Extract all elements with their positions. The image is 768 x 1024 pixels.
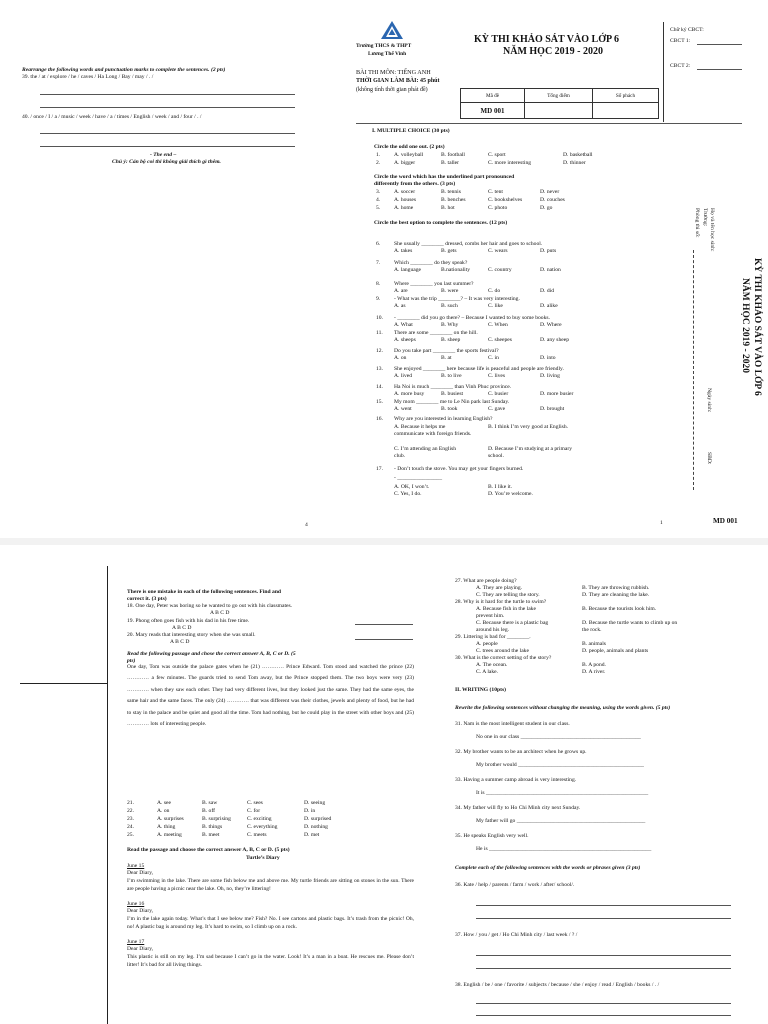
question-40: 40. / once / I / a / music / week / have / a / times / English / week / and / four / . / <box>22 114 202 120</box>
exam-title-1: KỲ THI KHẢO SÁT VÀO LỚP 6 <box>474 34 620 45</box>
question-10: - ________ did you go there? – Because I wanted to buy some books. <box>394 315 550 321</box>
question-19: 19. Phong often goes fish with his dad in his free time. <box>127 618 250 624</box>
question-25-option: B. meet <box>202 832 220 838</box>
question-24-option: B. things <box>202 824 223 830</box>
question-12-option: D. into <box>540 355 556 361</box>
header-divider <box>356 123 742 124</box>
signature-line <box>697 44 742 45</box>
question-7-number: 7. <box>376 260 381 266</box>
question-32-starter: My brother would _____________________________________________ <box>476 762 644 768</box>
question-17-option: B. I like it. <box>488 484 513 490</box>
exam-sheet-2: There is one mistake in each of the following sentences. Find and correct it. (3 pts) 18. One day, Peter was boring so he wanted to go out with his classmates. A B C D 19. Phong often goes fish with his dad in his free time. A B C D 20. Mary reads that interesting story when she was small. A B C D Read the following passage and chose the correct answer A, B, C or D. (5 pts) One day, Tom was outside the palace gates when he (21) ………… Prince Edward. Tom stood and watched the prince (22) ………… a few minutes. The guards tried to send Tom away, but the Prince stopped them. The two boys were very (23) ………… when they saw each other. They had very different lives, but they looked just the same. They had the same eyes, the same hair and the same faces. The only (24) ………… that was different was their clothes, jewels and plenty of food, but he had to stay in the palace and be quiet and good all the time. Tom had nothing, but he could play in the street with other boys and (25) ………… lots of interesting people. 21. A. see B. saw C. sees D. seeing 22. A. on B. off C. for D. in 23. A. surprises B. surprising C. exciting D. surprised 24. A. thing B. things C. everything D. nothing 25. A. meeting B. meet C. meets D. met Read the passage and choose the correct answer A, B, C or D. (5 pts) Turtle’s Diary June 15 Dear Diary, I’m swimming in the lake. There are some fish below me and above me. My turtle friends are sitting on stones in the sun. There are people having a picnic near the lake. Oh, no, they’re littering! June 16 Dear Diary, I’m in the lake again today. What’s that I see below me? Fish? No. I see cartons and plastic bags. It’s trash from the picnic! Oh, no! A plastic bag is around my leg. It’s hard to swim, so I climb up on a rock. June 17 Dear Diary, This plastic is still on my leg. I’m sad because I can’t go in the water. Look! It’s a man in a boat. He rescues me. Please don’t litter! It’s bad for all living things. 27. What are people doing? A. They are playing. B. They are throwing rubbish. C. They are telling the story. D. They are cleaning the lake. 28. Why is it hard for the turtle to swim? A. Because fish in the lake B. Because the tourists look him. prevent him. C. Because there is a plastic bag D. Because the turtle wants to climb up on around his leg. the rock. 29. Littering is bad for ________. A. people B. animals C. trees around the lake D. people, animals and plants 30. What is the correct setting of the story? A. The ocean. B. A pond. C. A lake. D. A river. II. WRITING (10pts) Rewrite the following sentences without changing the meaning, using the words given. (5 pts) 31. Nam is the most intelligent student in our class. No one in our class ___________________________________________ 32. My brother wants to be an architect when he grows up. My brother would _____________________________________________ 33. Having a summer camp abroad is very interesting. It is __________________________________________________________ 34. My father will fly to Ho Chi Minh city next Sunday. My father will go ______________________________________________ 35. He speaks English very well. He is __________________________________________________________ Complete each of the following sentences with the words or phrases given (3 pts) 36. Kate / help / parents / farm / work / after/ school/. 37. How / you / get / Ho Chi Minh city / last week / ? / 38. English / be / one / favorite / subjects / because / she / enjoy / read / English / books / . / <box>0 545 768 1024</box>
diary-date-2: June 16 <box>127 901 145 907</box>
divider <box>663 22 664 122</box>
question-19-letters: A B C D <box>172 625 192 631</box>
question-6-option: B. gets <box>441 248 457 254</box>
question-33-starter: It is __________________________________________________________ <box>476 790 649 796</box>
question-17-blank: - ________________ <box>394 475 443 481</box>
question-39: 39. the / at / explore / he / caves / Ha Long / Bay / may / . / <box>22 74 154 80</box>
question-11: There are some ________ on the hill. <box>394 330 478 336</box>
question-23-option: A. surprises <box>157 816 184 822</box>
question-24-option: C. everything <box>247 824 278 830</box>
question-7-option: B.nationality <box>441 267 471 273</box>
side-title-2: NĂM HỌC 2019 - 2020 <box>740 278 750 373</box>
question-24-option: A. thing <box>157 824 176 830</box>
question-8: Where ________ you last summer? <box>394 281 474 287</box>
question-28-option-a-cont: prevent him. <box>476 613 505 619</box>
question-16-option: B. I think I’m very good at English. <box>488 424 569 430</box>
question-25-option: C. meets <box>247 832 267 838</box>
question-8-option: A. are <box>394 288 408 294</box>
question-13-option: A. lived <box>394 373 413 379</box>
question-16-number: 16. <box>376 416 383 422</box>
rearrange-instruction: Rearrange the following words and punctuation marks to complete the sentences. (2 pts) <box>22 67 226 73</box>
question-18-letters: A B C D <box>210 610 230 616</box>
question-30: 30. What is the correct setting of the story? <box>455 655 552 661</box>
question-6-option: D. puts <box>540 248 557 254</box>
question-11-option: D. any sheep <box>540 337 570 343</box>
question-36: 36. Kate / help / parents / farm / work / after/ school/. <box>455 882 575 888</box>
total-score-cell <box>525 103 593 119</box>
question-10-number: 10. <box>376 315 383 321</box>
reading-2-instruction: Read the passage and choose the correct answer A, B, C or D. (5 pts) <box>127 847 290 853</box>
question-25-number: 25. <box>127 832 134 838</box>
exam-code: MD 001 <box>461 103 525 119</box>
question-16-option: D. Because I’m studying at a primary <box>488 446 573 452</box>
question-9-option: D. alike <box>540 303 558 309</box>
question-21-option: C. sees <box>247 800 263 806</box>
question-21-number: 21. <box>127 800 134 806</box>
question-17-option: C. Yes, I do. <box>394 491 422 497</box>
margin-line <box>107 566 108 1024</box>
question-11-option: A. sheeps <box>394 337 416 343</box>
question-38: 38. English / be / one / favorite / subjects / because / she / enjoy / read / English / books / . / <box>455 982 660 988</box>
question-16-option: A. Because it helps me <box>394 424 446 430</box>
diary-greeting-3: Dear Diary, <box>127 946 154 952</box>
fold-line <box>693 250 694 490</box>
side-title-1: KỲ THI KHẢO SÁT VÀO LỚP 6 <box>752 258 762 396</box>
question-31-starter: No one in our class ___________________________________________ <box>476 734 641 740</box>
question-13-option: C. lives <box>488 373 506 379</box>
score-table <box>460 88 659 119</box>
cbct1-label: CBCT 1: <box>670 38 691 44</box>
pronunciation-instruction-1: Circle the word which has the underlined part pronounced <box>374 174 515 180</box>
school-logo-icon <box>380 20 404 40</box>
diary-date-1: June 15 <box>127 863 145 869</box>
question-7-option: C. country <box>488 267 512 273</box>
exam-title-2: NĂM HỌC 2019 - 2020 <box>503 46 603 57</box>
question-23-option: D. surprised <box>304 816 332 822</box>
question-16-option: school. <box>488 453 505 459</box>
mistake-instruction-1: There is one mistake in each of the following sentences. Find and <box>127 589 282 595</box>
exam-time: THỜI GIAN LÀM BÀI: 45 phút <box>356 78 440 84</box>
question-6: She usually ________ dressed, combs her hair and goes to school. <box>394 241 543 247</box>
diary-greeting-2: Dear Diary, <box>127 908 154 914</box>
answer-line <box>476 905 731 906</box>
answer-line <box>40 107 295 108</box>
answer-line <box>476 955 731 956</box>
question-9-number: 9. <box>376 296 381 302</box>
reading-1-instruction-1: Read the following passage and chose the correct answer A, B, C or D. (5 <box>127 651 296 657</box>
diary-entry-1: I’m swimming in the lake. There are some fish below me and above me. My turtle friends are sitting on stones in the sun. There are people having a picnic near the lake. Oh, no, they’re littering! <box>127 878 414 893</box>
answer-line <box>40 133 295 134</box>
complete-instruction: Complete each of the following sentences with the words or phrases given (3 pts) <box>455 865 641 871</box>
exam-subject: BÀI THI MÔN: TIẾNG ANH <box>356 69 431 76</box>
answer-line <box>476 1003 731 1004</box>
question-22-option: B. off <box>202 808 215 814</box>
side-student-name: Họ và tên học sinh: <box>709 208 715 252</box>
question-7: Which ________ do they speak? <box>394 260 468 266</box>
question-8-option: C. do <box>488 288 501 294</box>
question-11-option: C. sheepes <box>488 337 512 343</box>
question-14: Ha Noi is much ________ than Vinh Phuc province. <box>394 384 512 390</box>
question-28: 28. Why is it hard for the turtle to swim? <box>455 599 547 605</box>
reading-1-instruction-2: pts) <box>127 658 136 664</box>
rewrite-instruction: Rewrite the following sentences without changing the meaning, using the words given. (5 pts) <box>455 705 671 711</box>
question-12-option: A. on <box>394 355 407 361</box>
question-20-letters: A B C D <box>170 639 190 645</box>
question-16-option: C. I’m attending an English <box>394 446 456 452</box>
diary-date-3: June 17 <box>127 939 145 945</box>
question-9-option: B. such <box>441 303 458 309</box>
question-13: She enjoyed ________ here because life is peaceful and people are friendly. <box>394 366 564 372</box>
question-18: 18. One day, Peter was boring so he wanted to go out with his classmates. <box>127 603 293 609</box>
question-33: 33. Having a summer camp abroad is very interesting. <box>455 777 577 783</box>
question-21-option: B. saw <box>202 800 218 806</box>
exam-sheet-1: Rearrange the following words and punctuation marks to complete the sentences. (2 pts) 39. the / at / explore / he / caves / Ha Long / Bay / may / . / 40. / once / I / a / music / week / have / a / times / English / week / and / four / . / - The end – Chú ý: Cán bộ coi thi không giải thích gì thêm. 4 Trường THCS & THPT Lương Thế Vinh KỲ THI KHẢO SÁT VÀO LỚP 6 NĂM HỌC 2019 - 2020 BÀI THI MÔN: TIẾNG ANH THỜI GIAN LÀM BÀI: 45 phút (không tính thời gian phát đề) Mã đề Tổng điểm Số phách MD 001 Chữ ký CBCT: CBCT 1: CBCT 2: I. MULTIPLE CHOICE (30 pts) Circle the odd one out. (2 pts) 1. A. volleyball B. football C. sport D. basketball 2. A. bigger B. taller C. more interesting D. thinner Circle the word which has the underlined part pronounced differently from the others. (3 pts) 3. A. soccer B. tennis C. tent D. never 4. A. houses B. benches C. bookshelves D. couches 5. A. home B. hot C. photo D. go Circle the best option to complete the sentences. (12 pts) 6. She usually ________ dressed, combs her hair and goes to school. A. takes B. gets C. wears D. puts 7. Which ________ do they speak? A. language B.nationality C. country D. nation 8. Where ________ you last summer? A. are B. were C. do D. did 9. - What was the trip ________? – It was very interesting. A. as B. such C. like D. alike 10. - ________ did you go there? – Because I wanted to buy some books. A. What B. Why C. When D. Where 11. There are some ________ on the hill. A. sheeps B. sheep C. sheepes D. any sheep 12. Do you take part ________ the sports festival? A. on B. at C. in D. into 13. She enjoyed ________ here because life is peaceful and people are friendly. A. lived B. to live C. lives D. living 14. Ha Noi is much ________ than Vinh Phuc province. A. more busy B. busiest C. busier D. more busier 15. My mom ________ me to Le Nin park last Sunday. A. went B. took C. gave D. brought 16. Why are you interested in learning English? A. Because it helps me B. I think I’m very good at English. communicate with foreign friends. C. I’m attending an English D. Because I’m studying at a primary club. school. 17. - Don’t touch the stove. You may get your fingers burned. - ________________ A. OK, I won’t. B. I like it. C. Yes, I do. D. You’re welcome. KỲ THI KHẢO SÁT VÀO LỚP 6 NĂM HỌC 2019 - 2020 Họ và tên học sinh: Trường: Phòng thi số: Ngày sinh: SBD: 1 MD 001 <box>0 0 768 540</box>
diary-entry-3: This plastic is still on my leg. I’m sad because I can’t go in the water. Look! It’s a man in a boat. He rescues me. Please don’t litter! It’s bad for all living things. <box>127 954 414 969</box>
side-room: Phòng thi số: <box>694 208 700 238</box>
question-22-option: A. on <box>157 808 170 814</box>
question-13-number: 13. <box>376 366 383 372</box>
question-15-option: D. brought <box>540 406 565 412</box>
answer-line <box>40 94 295 95</box>
question-32: 32. My brother wants to be an architect when he grows up. <box>455 749 587 755</box>
question-12-number: 12. <box>376 348 383 354</box>
answer-line <box>476 918 731 919</box>
question-17: - Don’t touch the stove. You may get your fingers burned. <box>394 466 524 472</box>
question-16-option: communicate with foreign friends. <box>394 431 472 437</box>
question-11-number: 11. <box>376 330 383 336</box>
question-15-option: C. gave <box>488 406 506 412</box>
question-6-option: C. wears <box>488 248 508 254</box>
question-22-option: D. in <box>304 808 316 814</box>
question-23-option: C. exciting <box>247 816 272 822</box>
answer-line <box>476 968 731 969</box>
question-17-number: 17. <box>376 466 383 472</box>
footer-code: MD 001 <box>713 517 738 525</box>
question-14-option: D. more busier <box>540 391 574 397</box>
side-sbd: SBD: <box>706 452 712 465</box>
mistake-instruction-2: correct it. (3 pts) <box>127 596 167 602</box>
question-24-number: 24. <box>127 824 134 830</box>
exam-time-note: (không tính thời gian phát đề) <box>356 87 428 93</box>
question-24-option: D. nothing <box>304 824 328 830</box>
answer-line <box>355 624 413 625</box>
question-34: 34. My father will fly to Ho Chi Minh city next Sunday. <box>455 805 581 811</box>
number-cell <box>592 103 658 119</box>
question-17-option: A. OK, I won’t. <box>394 484 430 490</box>
question-15-number: 15. <box>376 399 383 405</box>
question-13-option: B. to live <box>441 373 462 379</box>
question-23-option: B. surprising <box>202 816 231 822</box>
total-header: Tổng điểm <box>525 89 593 103</box>
side-dob: Ngày sinh: <box>706 388 712 413</box>
question-6-number: 6. <box>376 241 381 247</box>
question-16: Why are you interested in learning English? <box>394 416 493 422</box>
question-12-option: C. in <box>488 355 499 361</box>
question-14-option: C. busier <box>488 391 509 397</box>
question-17-option: D. You’re welcome. <box>488 491 533 497</box>
school-name-1: Trường THCS & THPT <box>356 43 412 49</box>
signature-line <box>697 69 742 70</box>
question-25-option: D. met <box>304 832 320 838</box>
reading-passage-1: One day, Tom was outside the palace gates when he (21) ………… Prince Edward. Tom stood and watched the prince (22) ………… a few minutes. The guards tried to send Tom away, but the Prince stopped them. The two boys were very (23) ………… when they saw each other. They had very different lives, but they looked just the same. They had the same eyes, the same hair and the same faces. The only (24) ………… that was different was their clothes, jewels and plenty of food, but he had to stay in the palace and be quiet and good all the time. Tom had nothing, but he could play in the street with other boys and (25) ………… lots of interesting people. <box>127 664 414 728</box>
question-10-option: D. Where <box>540 322 562 328</box>
question-34-starter: My father will go ______________________________________________ <box>476 818 646 824</box>
best-option-instruction: Circle the best option to complete the sentences. (12 pts) <box>374 220 508 226</box>
pronunciation-instruction-2: differently from the others. (3 pts) <box>374 181 456 187</box>
number-header: Số phách <box>592 89 658 103</box>
question-27: 27. What are people doing? <box>455 578 517 584</box>
question-8-option: B. were <box>441 288 459 294</box>
question-10-option: B. Why <box>441 322 459 328</box>
answer-line <box>476 1015 731 1016</box>
question-15: My mom ________ me to Le Nin park last Sunday. <box>394 399 510 405</box>
question-10-option: C. When <box>488 322 508 328</box>
question-15-option: A. went <box>394 406 412 412</box>
page-number-right: 1 <box>660 520 663 526</box>
question-12-option: B. at <box>441 355 452 361</box>
question-8-option: D. did <box>540 288 554 294</box>
question-16-option: club. <box>394 453 406 459</box>
invigilator-note: Chú ý: Cán bộ coi thi không giải thích gì thêm. <box>112 159 221 165</box>
question-6-option: A. takes <box>394 248 413 254</box>
question-7-option: A. language <box>394 267 422 273</box>
question-21-option: D. seeing <box>304 800 326 806</box>
question-14-option: A. more busy <box>394 391 425 397</box>
question-31: 31. Nam is the most intelligent student in our class. <box>455 721 570 727</box>
cbct-label: Chữ ký CBCT: <box>670 27 704 33</box>
question-14-number: 14. <box>376 384 383 390</box>
question-23-number: 23. <box>127 816 134 822</box>
question-22-number: 22. <box>127 808 134 814</box>
question-35-starter: He is __________________________________________________________ <box>476 846 652 852</box>
code-header: Mã đề <box>461 89 525 103</box>
cbct2-label: CBCT 2: <box>670 63 691 69</box>
question-11-option: B. sheep <box>441 337 461 343</box>
question-9: - What was the trip ________? – It was very interesting. <box>394 296 520 302</box>
question-13-option: D. living <box>540 373 560 379</box>
question-35: 35. He speaks English very well. <box>455 833 529 839</box>
question-8-number: 8. <box>376 281 381 287</box>
side-school: Trường: <box>702 208 708 227</box>
page-number-left: 4 <box>305 522 308 528</box>
answer-line <box>355 639 413 640</box>
diary-greeting-1: Dear Diary, <box>127 870 154 876</box>
question-25-option: A. meeting <box>157 832 182 838</box>
question-10-option: A. What <box>394 322 413 328</box>
question-14-option: B. busiest <box>441 391 464 397</box>
question-7-option: D. nation <box>540 267 561 273</box>
question-22-option: C. for <box>247 808 261 814</box>
section-1-title: I. MULTIPLE CHOICE (30 pts) <box>372 128 450 134</box>
odd-one-out-instruction: Circle the odd one out. (2 pts) <box>374 144 445 150</box>
question-29: 29. Littering is bad for ________. <box>455 634 531 640</box>
section-2-title: II. WRITING (10pts) <box>455 687 507 693</box>
question-21-option: A. see <box>157 800 171 806</box>
question-15-option: B. took <box>441 406 458 412</box>
school-name-2: Lương Thế Vinh <box>368 51 407 57</box>
question-12: Do you take part ________ the sports festival? <box>394 348 499 354</box>
answer-line <box>40 146 295 147</box>
margin-rule <box>20 683 107 684</box>
question-20: 20. Mary reads that interesting story when she was small. <box>127 632 256 638</box>
diary-title: Turtle’s Diary <box>246 855 280 861</box>
question-9-option: C. like <box>488 303 503 309</box>
question-37: 37. How / you / get / Ho Chi Minh city / last week / ? / <box>455 932 578 938</box>
question-9-option: A. as <box>394 303 406 309</box>
diary-entry-2: I’m in the lake again today. What’s that I see below me? Fish? No. I see cartons and plastic bags. It’s trash from the picnic! Oh, no! A plastic bag is around my leg. It’s hard to swim, so I climb up on a rock. <box>127 916 414 931</box>
the-end: - The end – <box>150 152 177 158</box>
